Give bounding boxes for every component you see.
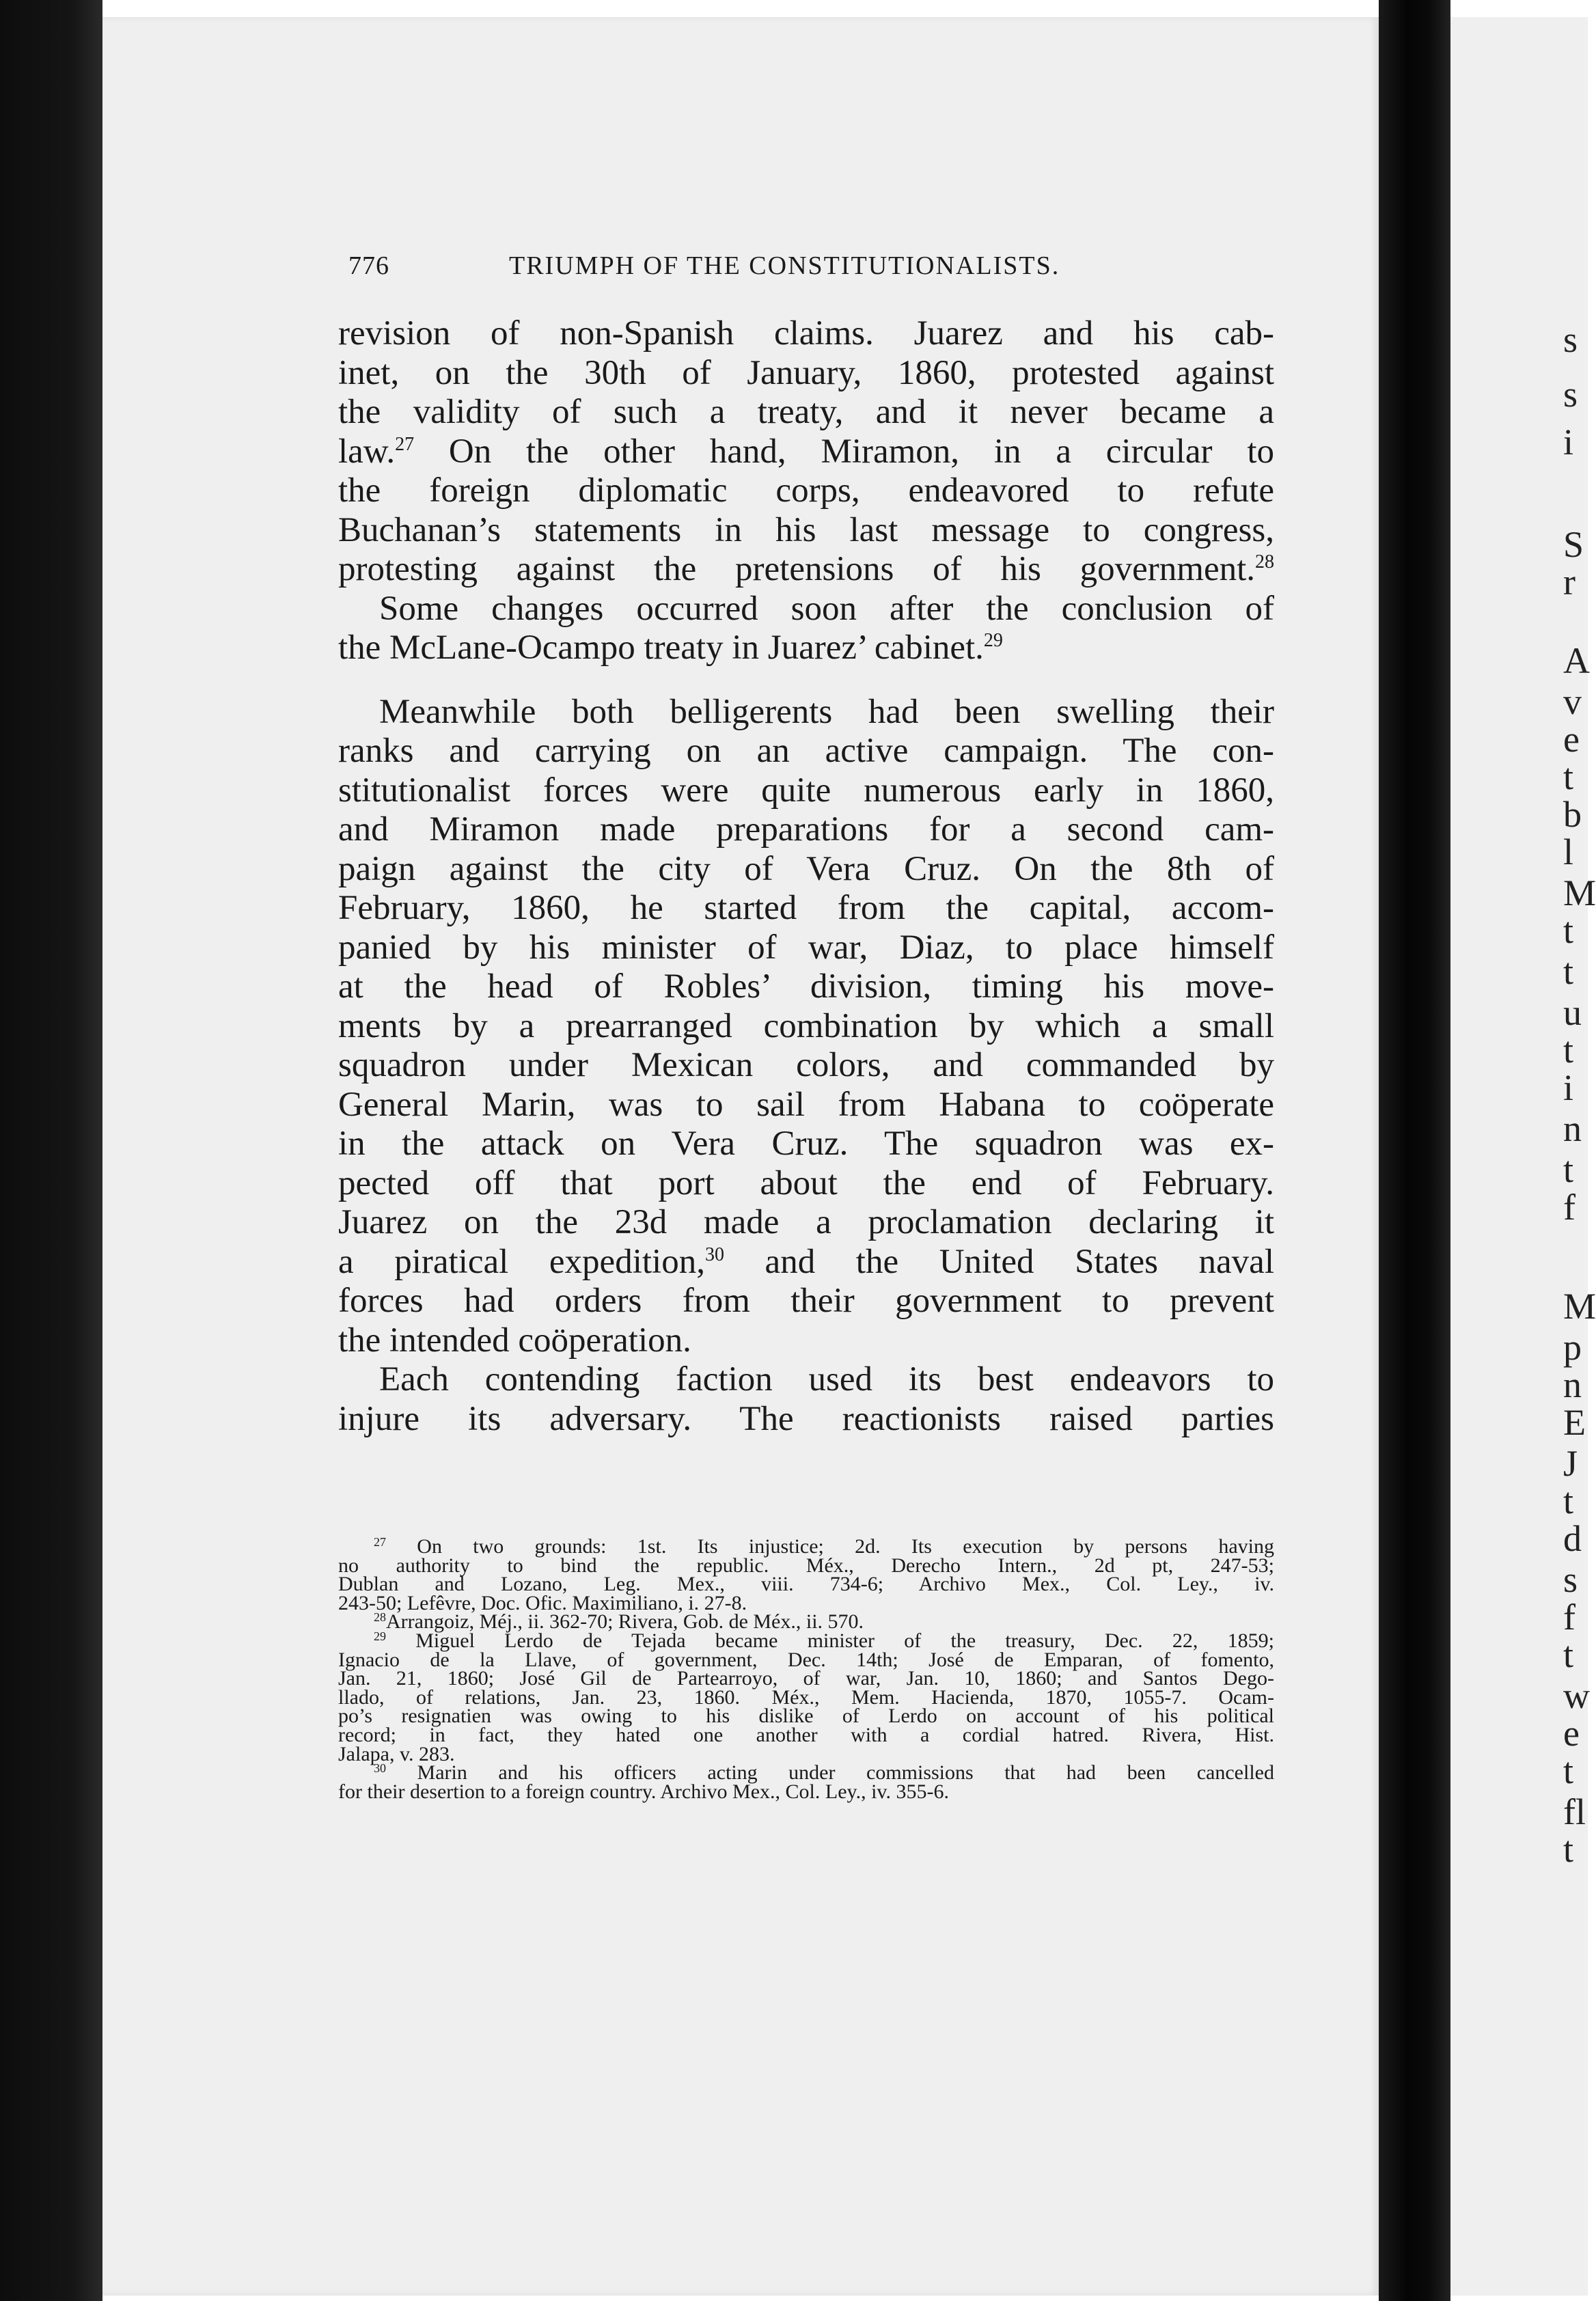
footnote-text: Jan. 21, 1860; José Gil de Partearroyo, of war, Jan. 10, 1860; and Santos Dego-: [338, 1667, 1274, 1690]
footnote-text: no authority to bind the republic. Méx., Derecho Intern., 2d pt, 247-53;: [338, 1554, 1274, 1577]
facing-page-letter: s: [1563, 1559, 1578, 1600]
footnote-text: Ignacio de la Llave, of government, Dec. 14th; José de Emparan, of fomento,: [338, 1648, 1274, 1671]
footnote-line: [338, 1685, 1274, 1709]
footnote-number: 27: [374, 1535, 386, 1549]
footnote-line: [338, 1610, 1274, 1634]
footnote-number: 30: [374, 1761, 386, 1776]
running-head-title: TRIUMPH OF THE CONSTITUTIONALISTS.: [509, 251, 1060, 280]
body-line: [338, 732, 1274, 771]
facing-page-letter: t: [1563, 1030, 1574, 1071]
body-line-text-after: and the United States naval: [724, 1242, 1274, 1281]
body-line: [338, 1086, 1274, 1125]
facing-page-letter: d: [1563, 1518, 1582, 1559]
body-line: [338, 810, 1274, 850]
body-line-text: Each contending faction used its best endeavors to: [379, 1360, 1274, 1398]
body-line: [338, 1282, 1274, 1321]
footnote-line: [338, 1742, 1274, 1765]
facing-page-letter: M: [1563, 872, 1596, 913]
body-line: [338, 432, 1274, 472]
body-line-text: Buchanan’s statements in his last message to congress,: [338, 510, 1274, 549]
footnote-line: [338, 1782, 1274, 1802]
facing-page-letter: E: [1563, 1402, 1586, 1443]
footnote-reference: 27: [395, 433, 415, 455]
body-text: [338, 314, 1274, 1439]
body-line: [338, 850, 1274, 890]
footnote-text: Dublan and Lozano, Leg. Mex., viii. 734-6; Archivo Mex., Col. Ley., iv.: [338, 1573, 1274, 1596]
footnote-reference: 28: [1255, 551, 1274, 573]
body-line: [338, 771, 1274, 811]
footnote-text: Arrangoiz, Méj., ii. 362-70; Rivera, Gob. de Méx., ii. 570.: [386, 1610, 864, 1634]
body-line-text: in the attack on Vera Cruz. The squadron was ex-: [338, 1125, 1274, 1163]
footnote-reference: 29: [983, 630, 1003, 651]
footnote-text: po’s resignatien was owing to his dislike of Lerdo on account of his political: [338, 1705, 1274, 1728]
body-line-text: protesting against the pretensions of his government.: [338, 550, 1255, 588]
body-line: [338, 314, 1274, 354]
body-line-text: forces had orders from their government to prevent: [338, 1282, 1274, 1320]
body-line: [338, 889, 1274, 928]
footnote-line: [338, 1761, 1274, 1785]
facing-page-letter: u: [1563, 992, 1582, 1033]
facing-page-letter: n: [1563, 1364, 1582, 1405]
facing-page-letter: s: [1563, 319, 1578, 360]
facing-page-letter: e: [1563, 1713, 1580, 1754]
facing-page-letter: f: [1563, 1187, 1576, 1228]
body-line-text: panied by his minister of war, Diaz, to place himself: [338, 928, 1274, 967]
facing-page-letter: t: [1563, 1634, 1574, 1675]
facing-page-letter: t: [1563, 1750, 1574, 1791]
footnote-line: [338, 1631, 1274, 1651]
footnote-text: for their desertion to a foreign country. Archivo Mex., Col. Ley., iv. 355-6.: [338, 1780, 949, 1803]
left-scan-edge: [0, 0, 102, 2301]
footnote-number: 28: [374, 1610, 386, 1625]
footnote-text: llado, of relations, Jan. 23, 1860. Méx., Mem. Hacienda, 1870, 1055-7. Ocam-: [338, 1685, 1274, 1709]
footnote-line: [338, 1669, 1274, 1688]
facing-page: [1450, 17, 1596, 2296]
body-line-text: stitutionalist forces were quite numerous early in 1860,: [338, 771, 1274, 810]
facing-page-letter: S: [1563, 524, 1584, 565]
body-line-text: at the head of Robles’ division, timing his move-: [338, 967, 1274, 1006]
footnote-text: Jalapa, v. 283.: [338, 1742, 455, 1765]
footnote-text: record; in fact, they hated one another with a cordial hatred. Rivera, Hist.: [338, 1723, 1274, 1746]
facing-page-letter: J: [1563, 1443, 1578, 1484]
facing-page-letter: i: [1563, 422, 1574, 463]
facing-page-letters: [1450, 17, 1596, 2296]
body-line-text: injure its adversary. The reactionists raised parties: [338, 1399, 1274, 1438]
facing-page-letter: A: [1563, 640, 1590, 681]
facing-page-letter: t: [1563, 1149, 1574, 1190]
facing-page-letter: p: [1563, 1327, 1582, 1368]
footnote-number: 29: [374, 1629, 386, 1643]
footnote-line: [338, 1723, 1274, 1746]
body-line: [338, 393, 1274, 432]
body-line-text: the foreign diplomatic corps, endeavored to refute: [338, 471, 1274, 510]
body-line-text: the validity of such a treaty, and it never became a: [338, 393, 1274, 431]
facing-page-letter: t: [1563, 910, 1574, 951]
facing-page-letter: fl: [1563, 1791, 1586, 1832]
body-line-text: ranks and carrying on an active campaign. The con-: [338, 732, 1274, 770]
body-line-text: a piratical expedition,: [338, 1242, 705, 1281]
body-line: [338, 550, 1274, 590]
footnote-text: Miguel Lerdo de Tejada became minister of the treasury, Dec. 22, 1859;: [386, 1629, 1274, 1652]
footnote-line: [338, 1575, 1274, 1594]
body-line-text: pected off that port about the end of February.: [338, 1163, 1274, 1202]
body-line-text: the McLane-Ocampo treaty in Juarez’ cabinet.: [338, 629, 984, 667]
body-line-text: Meanwhile both belligerents had been swelling their: [379, 692, 1274, 731]
facing-page-letter: l: [1563, 831, 1574, 872]
body-line: [338, 1164, 1274, 1204]
body-line: [338, 471, 1274, 511]
body-line: [338, 1203, 1274, 1243]
body-line: [338, 629, 1274, 668]
facing-page-letter: w: [1563, 1675, 1590, 1716]
body-line-text: inet, on the 30th of January, 1860, protested against: [338, 353, 1274, 392]
facing-page-letter: i: [1563, 1067, 1574, 1108]
facing-page-letter: t: [1563, 951, 1574, 992]
facing-page-letter: n: [1563, 1108, 1582, 1149]
facing-page-letter: M: [1563, 1286, 1596, 1327]
footnote-line: [338, 1556, 1274, 1575]
facing-page-letter: r: [1563, 562, 1576, 603]
footnote-line: [338, 1591, 1274, 1614]
body-line-text: paign against the city of Vera Cruz. On the 8th of: [338, 849, 1274, 888]
body-line-text: the intended coöperation.: [338, 1321, 691, 1360]
footnote-text: Marin and his officers acting under commissions that had been cancelled: [386, 1761, 1274, 1785]
facing-page-letter: f: [1563, 1597, 1576, 1638]
body-line: [338, 1007, 1274, 1047]
footnote-line: [338, 1537, 1274, 1556]
body-line-text: February, 1860, he started from the capital, accom-: [338, 889, 1274, 927]
page-number: 776: [348, 251, 389, 280]
body-line: [338, 1046, 1274, 1086]
body-line-text: ments by a prearranged combination by which a small: [338, 1006, 1274, 1045]
footnotes: [338, 1537, 1274, 1801]
body-line: [338, 1400, 1274, 1439]
body-line: [338, 1243, 1274, 1282]
body-line-text-after: On the other hand, Miramon, in a circular to: [414, 432, 1274, 471]
facing-page-letter: v: [1563, 681, 1582, 722]
body-line-text: revision of non-Spanish claims. Juarez and his cab-: [338, 314, 1274, 353]
running-head: [348, 251, 1114, 285]
body-line-text: Some changes occurred soon after the conclusion of: [379, 589, 1274, 628]
body-line-text: squadron under Mexican colors, and commanded by: [338, 1046, 1274, 1084]
body-line-text: law.: [338, 432, 396, 471]
facing-page-letter: b: [1563, 794, 1582, 835]
footnote-line: [338, 1648, 1274, 1671]
body-line: [338, 1360, 1274, 1400]
facing-page-letter: e: [1563, 719, 1580, 760]
footnote-line: [338, 1707, 1274, 1726]
body-line: [338, 1125, 1274, 1164]
book-gutter: [1379, 0, 1450, 2301]
body-line-text: Juarez on the 23d made a proclamation declaring it: [338, 1203, 1274, 1241]
facing-page-letter: t: [1563, 756, 1574, 797]
footnote-text: 243-50; Lefêvre, Doc. Ofic. Maximiliano, i. 27-8.: [338, 1591, 747, 1614]
body-line: [338, 354, 1274, 394]
body-line: [338, 590, 1274, 629]
facing-page-letter: t: [1563, 1480, 1574, 1521]
body-line-text: and Miramon made preparations for a second cam-: [338, 810, 1274, 849]
paragraph-break: [338, 668, 1274, 693]
body-line-text: General Marin, was to sail from Habana to coöperate: [338, 1085, 1274, 1124]
footnote-reference: 30: [704, 1243, 724, 1265]
footnote-text: On two grounds: 1st. Its injustice; 2d. Its execution by persons having: [386, 1535, 1274, 1558]
body-line: [338, 1321, 1274, 1361]
body-line: [338, 928, 1274, 968]
facing-page-letter: s: [1563, 374, 1578, 415]
body-line: [338, 693, 1274, 732]
facing-page-letter: t: [1563, 1829, 1574, 1870]
body-line: [338, 967, 1274, 1007]
body-line: [338, 511, 1274, 551]
